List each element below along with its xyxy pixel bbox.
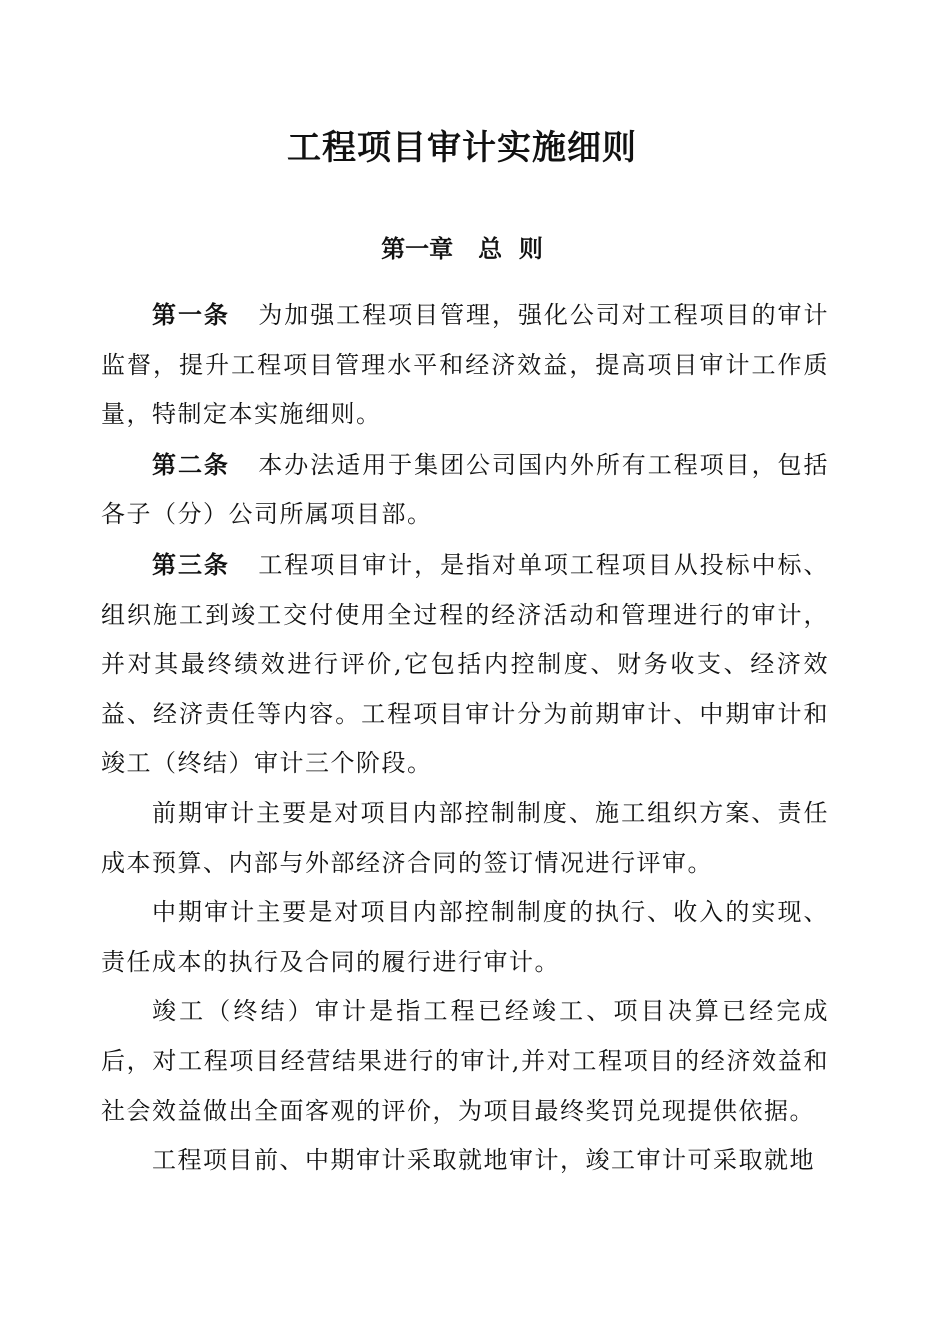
body-paragraph-audit-method: 工程项目前、中期审计采取就地审计，竣工审计可采取就地 [152,1146,815,1175]
article-text: 为加强工程项目管理，强化公司对工程项目的审计监督，提升工程项目管理水平和经济效益，提高项目审计工作质量，特制定本实施细则。 [101,301,830,429]
article-label: 第一条 [152,300,230,329]
article-label: 第二条 [152,449,230,479]
article-text: 本办法适用于集团公司国内外所有工程项目，包括各子（分）公司所属项目部。 [101,450,830,529]
body-paragraph-mid-audit: 中期审计主要是对项目内部控制制度的执行、收入的实现、责任成本的执行及合同的履行进行审计。 [101,898,829,976]
article-label: 第三条 [152,549,230,579]
article-paragraph-1 [101,290,829,440]
document-title: 工程项目审计实施细则 [287,128,637,168]
body-paragraph-pre-audit: 前期审计主要是对项目内部控制制度、施工组织方案、责任成本预算、内部与外部经济合同的签订情况进行评审。 [101,798,829,877]
chapter-heading: 第一章 总 则 [381,234,543,263]
body-paragraph-final-audit: 竣工（终结）审计是指工程已经竣工、项目决算已经完成后，对工程项目经营结果进行的审计,并对工程项目的经济效益和社会效益做出全面客观的评价，为项目最终奖罚兑现提供依据。 [101,997,829,1125]
article-paragraph-3 [101,540,829,789]
article-text: 工程项目审计，是指对单项工程项目从投标中标、组织施工到竣工交付使用全过程的经济活动和管理进行的审计，并对其最终绩效进行评价,它包括内控制度、财务收支、经济效益、经济责任等内容。工程项目审计分为前期审计、中期审计和竣工（终结）审计三个阶段。 [101,550,830,778]
document-body [101,290,829,1186]
article-paragraph-2 [101,440,829,540]
